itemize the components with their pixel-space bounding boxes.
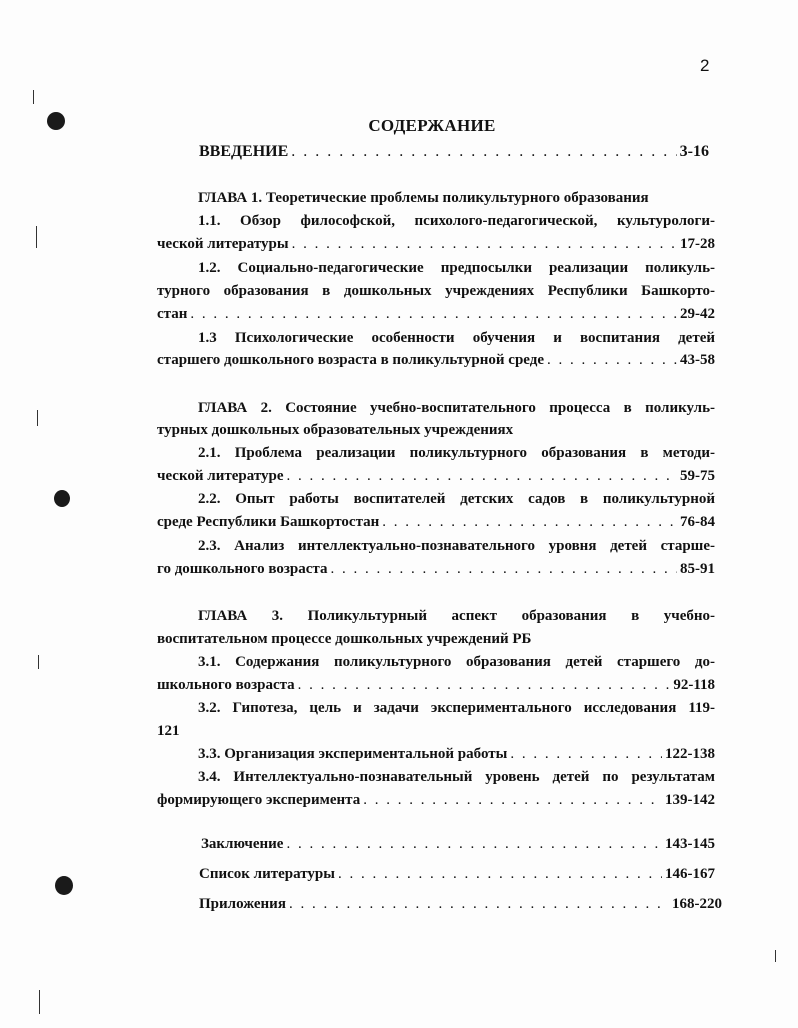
entry-label: ческой литературе	[157, 468, 284, 484]
toc-entry-3-1-line1: 3.1. Содержания поликультурного образования детей старшего до-	[198, 654, 715, 670]
punch-hole-mark-top	[47, 112, 65, 130]
entry-pages: 3-16	[679, 143, 709, 160]
entry-pages: 139-142	[665, 792, 715, 808]
chapter-2-lead: ГЛАВА 2.	[198, 400, 272, 416]
page-number: 2	[700, 56, 710, 75]
toc-entry-1-2-line1: 1.2. Социально-педагогические предпосылки реализации поликуль-	[198, 260, 715, 276]
entry-pages: 143-145	[665, 836, 715, 852]
toc-entry-1-3-line1: 1.3 Психологические особенности обучения и воспитания детей	[198, 330, 715, 346]
toc-entry-3-2-line2: 121	[157, 723, 180, 739]
scan-edge-mark	[37, 410, 38, 426]
scan-edge-mark	[39, 990, 40, 1014]
leader-dots	[382, 512, 677, 532]
leader-dots	[286, 834, 662, 854]
toc-title: СОДЕРЖАНИЕ	[368, 116, 496, 135]
toc-entry-2-1-line1: 2.1. Проблема реализации поликультурного образования в методи-	[198, 445, 715, 461]
punch-hole-mark-bottom	[55, 876, 73, 895]
toc-entry-3-1	[157, 675, 715, 695]
toc-entry-2-2-line1: 2.2. Опыт работы воспитателей детских садов в поликультурной	[198, 491, 715, 507]
toc-entry-1-2	[157, 304, 715, 324]
entry-pages: 92-118	[673, 677, 715, 693]
scan-edge-mark	[33, 90, 34, 104]
entry-label: 3.3. Организация экспериментальной работы	[198, 746, 508, 762]
toc-entry-1-2-line2: турного образования в дошкольных учреждениях Республики Башкорто-	[157, 283, 715, 299]
entry-pages: 122-138	[665, 746, 715, 762]
toc-entry-introduction	[199, 142, 709, 162]
entry-pages: 29-42	[680, 306, 715, 322]
toc-entry-appendices	[199, 894, 722, 914]
leader-dots	[292, 234, 677, 254]
entry-pages: 43-58	[680, 352, 715, 368]
leader-dots	[330, 559, 677, 579]
punch-hole-mark-middle	[54, 490, 70, 507]
toc-entry-conclusion	[201, 834, 715, 854]
scan-edge-mark	[36, 226, 37, 248]
toc-entry-2-3	[157, 559, 715, 579]
toc-entry-3-2-line1: 3.2. Гипотеза, цель и задачи экспериментального исследования 119-	[198, 700, 715, 716]
entry-label: среде Республики Башкортостан	[157, 514, 380, 530]
scan-edge-mark	[38, 655, 39, 669]
toc-entry-3-4-line1: 3.4. Интеллектуально-познавательный уровень детей по результатам	[198, 769, 715, 785]
entry-label: Список литературы	[199, 866, 335, 882]
leader-dots	[298, 675, 671, 695]
chapter-2-heading-line2: турных дошкольных образовательных учреждениях	[157, 422, 514, 438]
scan-edge-mark	[775, 950, 776, 962]
toc-entry-3-3	[198, 744, 715, 764]
leader-dots	[547, 350, 677, 370]
chapter-3-title: Поликультурный аспект образования в учебно-	[307, 608, 715, 624]
entry-label: ческой литературы	[157, 236, 289, 252]
entry-label: ВВЕДЕНИЕ	[199, 143, 289, 160]
toc-entry-2-2	[157, 512, 715, 532]
toc-entry-3-4	[157, 790, 715, 810]
entry-pages: 76-84	[680, 514, 715, 530]
leader-dots	[338, 864, 662, 884]
entry-pages: 146-167	[665, 866, 715, 882]
leader-dots	[289, 894, 669, 914]
entry-pages: 17-28	[680, 236, 715, 252]
entry-pages: 85-91	[680, 561, 715, 577]
entry-label: формирующего эксперимента	[157, 792, 361, 808]
leader-dots	[287, 466, 677, 486]
leader-dots	[510, 744, 662, 764]
chapter-1-lead: ГЛАВА 1.	[198, 190, 263, 206]
chapter-3-lead: ГЛАВА 3.	[198, 608, 284, 624]
leader-dots	[190, 304, 677, 324]
chapter-3-heading	[198, 606, 715, 626]
entry-pages: 168-220	[672, 896, 722, 912]
chapter-2-title: Состояние учебно-воспитательного процесса в поликуль-	[285, 400, 715, 416]
entry-pages: 59-75	[680, 468, 715, 484]
entry-label: Заключение	[201, 836, 284, 852]
chapter-1-title: Теоретические проблемы поликультурного образования	[265, 190, 649, 206]
toc-entry-1-1	[157, 234, 715, 254]
leader-dots	[291, 142, 676, 162]
toc-entry-1-1-line1: 1.1. Обзор философской, психолого-педагогической, культурологи-	[198, 213, 715, 229]
entry-label: стан	[157, 306, 188, 322]
entry-label: старшего дошкольного возраста в поликультурной среде	[157, 352, 545, 368]
entry-label: го дошкольного возраста	[157, 561, 328, 577]
entry-label: школьного возраста	[157, 677, 295, 693]
toc-entry-2-3-line1: 2.3. Анализ интеллектуально-познавательного уровня детей старше-	[198, 538, 715, 554]
toc-entry-1-3	[157, 350, 715, 370]
chapter-3-heading-line2: воспитательном процессе дошкольных учреждений РБ	[157, 631, 532, 647]
entry-label: Приложения	[199, 896, 286, 912]
toc-entry-references	[199, 864, 715, 884]
chapter-2-heading	[198, 398, 715, 418]
leader-dots	[363, 790, 662, 810]
chapter-1-heading	[198, 188, 715, 208]
toc-entry-2-1	[157, 466, 715, 486]
